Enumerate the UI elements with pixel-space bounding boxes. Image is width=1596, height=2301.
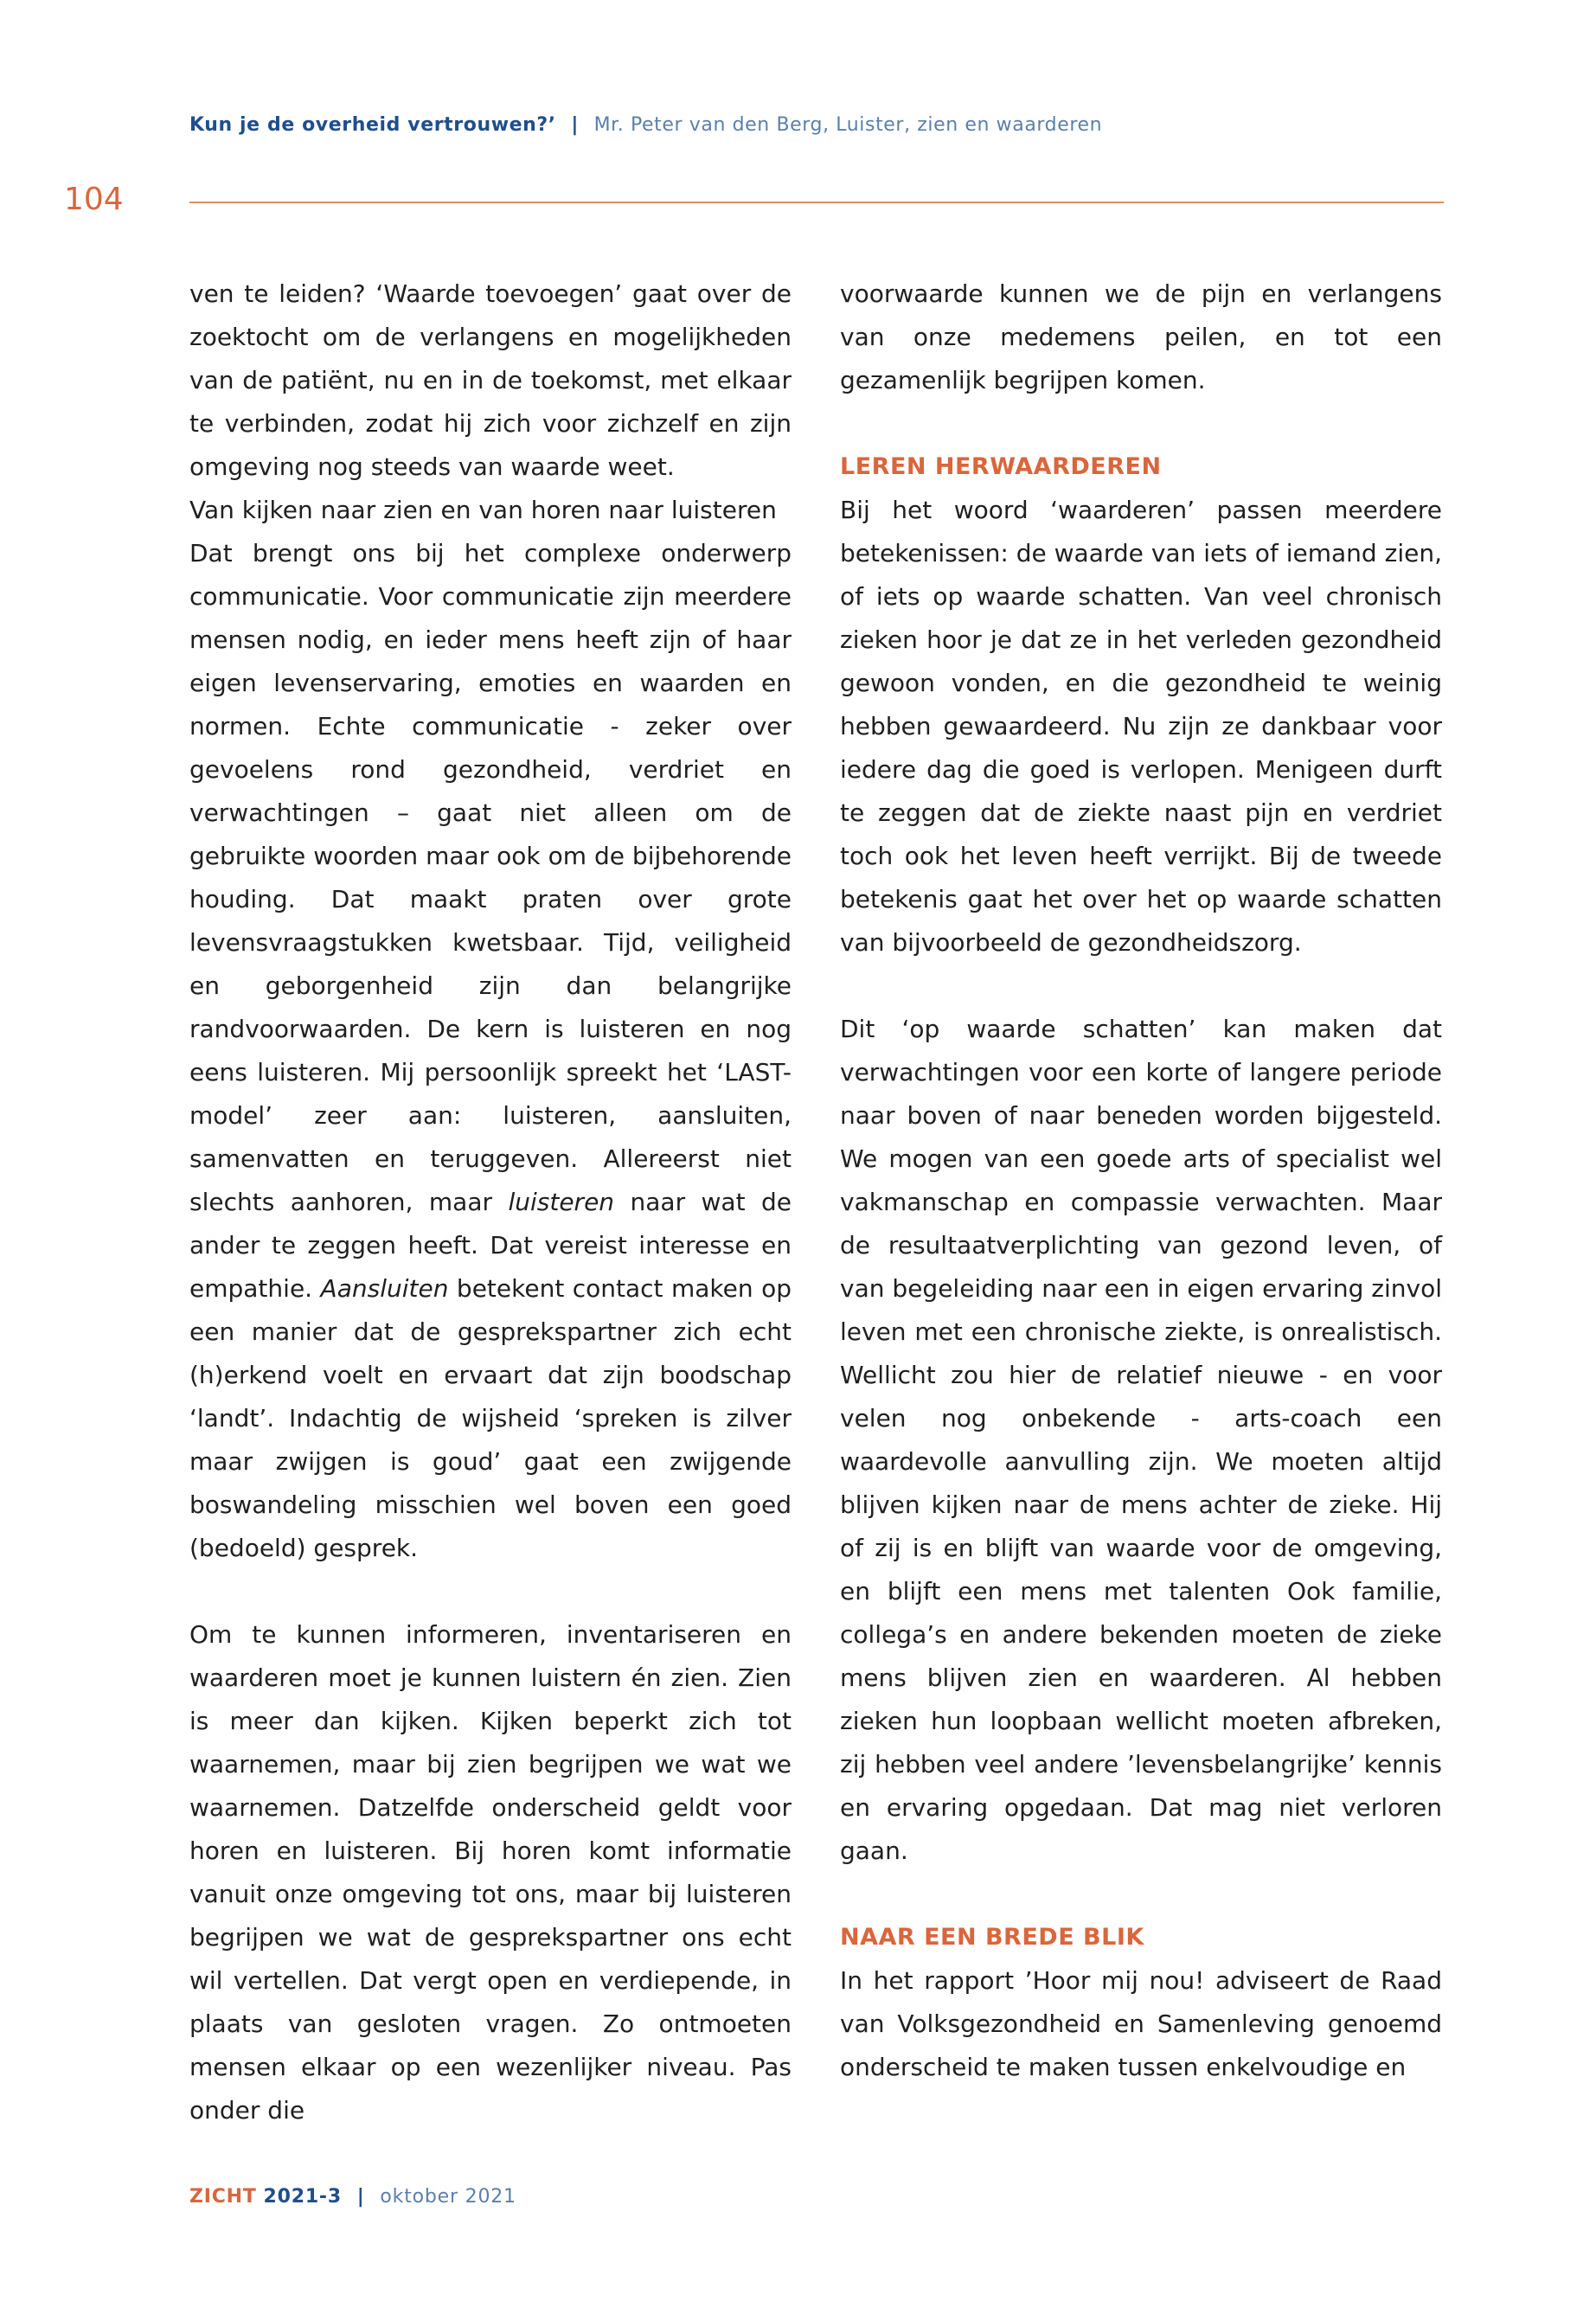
running-head-separator: |	[571, 114, 579, 136]
left-paragraph-2-part-a: Dat brengt ons bij het complexe onderwerp communicatie. Voor communicatie zijn meerdere mensen nodig, en ieder mens heeft zijn of haar eigen levenservaring, emoties en waarden en normen. Echte communicatie - zeker over gevoelens rond gezondheid, verdriet en verwachtingen – gaat niet alleen om de gebruikte woorden maar ook om de bijbehorende houding. Dat maakt praten over grote levensvraagstukken kwetsbaar. Tijd, veiligheid en geborgenheid zijn dan belangrijke randvoorwaarden. De kern is luisteren en nog eens luisteren. Mij persoonlijk spreekt het ‘LAST-model’ zeer aan: luisteren, aansluiten, samenvatten en teruggeven. Allereerst niet slechts aanhoren, maar	[189, 539, 792, 1216]
right-paragraph-3: Dit ‘op waarde schatten’ kan maken dat verwachtingen voor een korte of langere periode naar boven of naar beneden worden bijgesteld. We mogen van een goede arts of specialist wel vakmanschap en compassie verwachten. Maar de resultaatverplichting van gezond leven, of van begeleiding naar een in eigen ervaring zinvol leven met een chronische ziekte, is onrealistisch. Wellicht zou hier de relatief nieuwe - en voor velen nog onbekende - arts-coach een waardevolle aanvulling zijn. We moeten altijd blijven kijken naar de mens achter de zieke. Hij of zij is en blijft van waarde voor de omgeving, en blijft een mens met talenten Ook familie, collega’s en andere bekenden moeten de zieke mens blijven zien en waarderen. Al hebben zieken hun loopbaan wellicht moeten afbreken, zij hebben veel andere ’levensbelangrijke’ kennis en ervaring opgedaan. Dat mag niet verloren gaan.	[840, 1015, 1442, 1865]
right-column	[840, 272, 1442, 2089]
left-paragraph-2	[189, 532, 792, 1570]
footer-date: oktober 2021	[380, 2186, 516, 2208]
emphasis-luisteren: luisteren	[508, 1188, 615, 1216]
header-divider	[189, 202, 1444, 203]
emphasis-aansluiten: Aansluiten	[320, 1274, 449, 1303]
left-paragraph-1: ven te leiden? ‘Waarde toevoegen’ gaat over de zoektocht om de verlangens en mogelijkheden van de patiënt, nu en in de toekomst, met elkaar te verbinden, zodat hij zich voor zichzelf en zijn omgeving nog steeds van waarde weet.	[189, 279, 792, 481]
left-paragraph-2-part-c: betekent contact maken op een manier dat de gesprekspartner zich echt (h)erkend voelt en ervaart dat zijn boodschap ‘landt’. Indachtig de wijsheid ‘spreken is zilver maar zwijgen is goud’ gaat een zwijgende boswandeling misschien wel boven een goed (bedoeld) gesprek.	[189, 1274, 792, 1562]
left-paragraph-2-part-b: naar wat de ander te zeggen heeft. Dat vereist interesse en empathie.	[189, 1188, 792, 1303]
running-head-author: Mr. Peter van den Berg, Luister, zien en waarderen	[593, 114, 1103, 136]
running-head	[189, 114, 1102, 136]
page-number: 104	[64, 182, 124, 217]
section-heading-leren-herwaarderen: LEREN HERWAARDEREN	[840, 453, 1162, 480]
right-paragraph-2: Bij het woord ‘waarderen’ passen meerdere betekenissen: de waarde van iets of iemand zien, of iets op waarde schatten. Van veel chronisch zieken hoor je dat ze in het verleden gezondheid gewoon vonden, en die gezondheid te weinig hebben gewaardeerd. Nu zijn ze dankbaar voor iedere dag die goed is verlopen. Menigeen durft te zeggen dat de ziekte naast pijn en verdriet toch ook het leven heeft verrijkt. Bij de tweede betekenis gaat het over het op waarde schatten van bijvoorbeeld de gezondheidszorg.	[840, 496, 1442, 957]
left-paragraph-2-intro: Van kijken naar zien en van horen naar luisteren	[189, 496, 777, 524]
right-paragraph-1: voorwaarde kunnen we de pijn en verlangens van onze medemens peilen, en tot een gezamenlijk begrijpen komen.	[840, 279, 1442, 394]
footer-issue: 2021-3	[263, 2186, 342, 2208]
footer-magazine: ZICHT	[189, 2186, 257, 2208]
right-paragraph-4: In het rapport ’Hoor mij nou! adviseert de Raad van Volksgezondheid en Samenleving genoemd onderscheid te maken tussen enkelvoudige en	[840, 1966, 1442, 2081]
section-heading-naar-een-brede-blik: NAAR EEN BREDE BLIK	[840, 1924, 1144, 1951]
footer-separator: |	[356, 2186, 365, 2208]
left-column	[189, 272, 792, 2132]
left-paragraph-3: Om te kunnen informeren, inventariseren en waarderen moet je kunnen luistern én zien. Zien is meer dan kijken. Kijken beperkt zich tot waarnemen, maar bij zien begrijpen we wat we waarnemen. Datzelfde onderscheid geldt voor horen en luisteren. Bij horen komt informatie vanuit onze omgeving tot ons, maar bij luisteren begrijpen we wat de gesprekspartner ons echt wil vertellen. Dat vergt open en verdiepende, in plaats van gesloten vragen. Zo ontmoeten mensen elkaar op een wezenlijker niveau. Pas onder die	[189, 1620, 792, 2125]
running-head-title: Kun je de overheid vertrouwen?’	[189, 114, 556, 136]
footer	[189, 2186, 516, 2208]
